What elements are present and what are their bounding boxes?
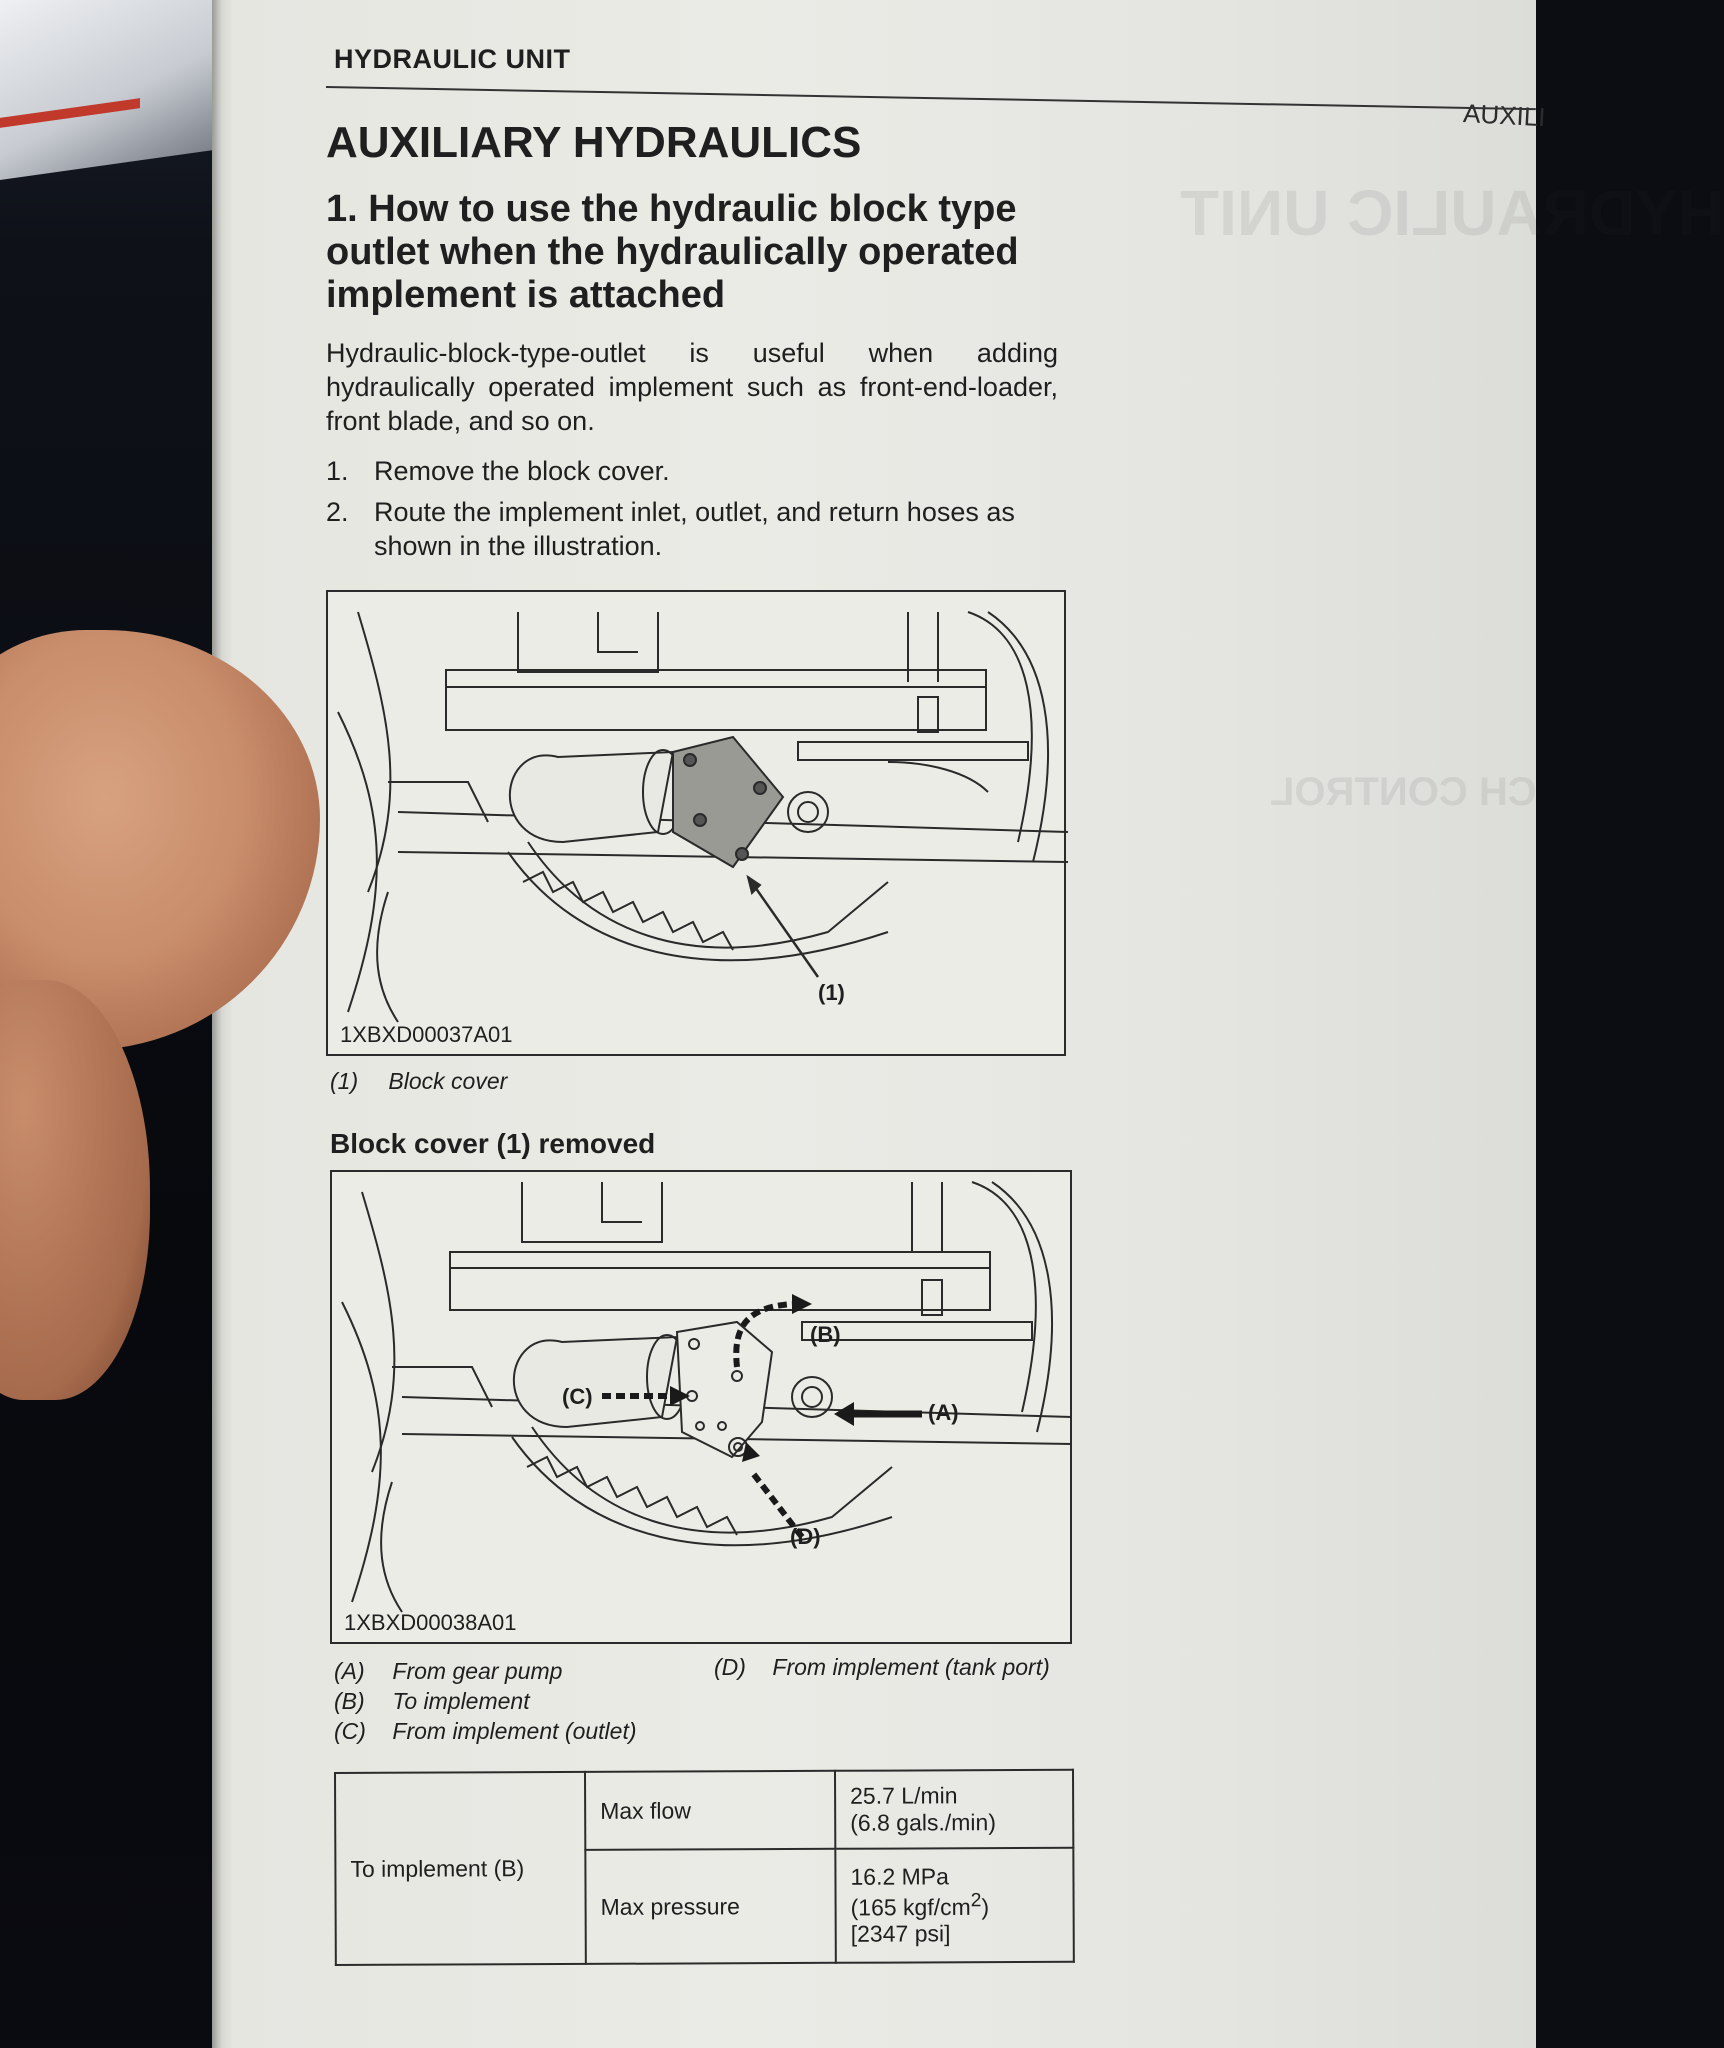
legend-key: (C)	[334, 1718, 366, 1744]
figure-block-cover	[326, 590, 1066, 1056]
block-cover-illustration	[328, 592, 1064, 1054]
legend-text: From gear pump	[392, 1658, 563, 1684]
legend-text: From implement (outlet)	[392, 1718, 637, 1744]
step-text: Route the implement inlet, outlet, and return hoses as shown in the illustration.	[374, 497, 1015, 561]
max-flow-metric: 25.7 L/min	[850, 1782, 958, 1809]
figure-block-removed	[330, 1170, 1072, 1644]
max-pressure-psi: [2347 psi]	[850, 1920, 951, 1948]
caption-text: Block cover	[388, 1068, 508, 1094]
max-pressure-kgf-exponent: 2	[970, 1890, 982, 1912]
callout-1: (1)	[818, 980, 845, 1005]
step-text: Remove the block cover.	[374, 456, 670, 486]
figure-code: 1XBXD00038A01	[344, 1610, 517, 1635]
callout-b: (B)	[810, 1322, 841, 1347]
block-ports-illustration	[332, 1172, 1070, 1642]
table-cell-max-flow-label: Max flow	[585, 1771, 835, 1850]
intro-paragraph: Hydraulic-block-type-outlet is useful when adding hydraulically operated implement such as front-end-loader, front blade, and so on.	[326, 338, 1058, 436]
table-cell-max-flow-value	[835, 1770, 1073, 1849]
step-item	[326, 454, 1062, 488]
figure-code: 1XBXD00037A01	[340, 1022, 513, 1047]
step-number: 1.	[326, 456, 349, 486]
subsection-title: 1. How to use the hydraulic block type outlet when the hydraulically operated implement is attached	[326, 188, 1019, 316]
bleed-through-heading: CH CONTROL	[1270, 770, 1537, 814]
background-sticker	[0, 0, 220, 180]
legend-text: To implement	[392, 1688, 530, 1714]
legend-item	[714, 1654, 1050, 1681]
legend-item	[334, 1658, 562, 1685]
figure2-heading: Block cover (1) removed	[330, 1128, 656, 1159]
callout-c: (C)	[562, 1384, 593, 1409]
bleed-through-title: HYDRAULIC UNIT	[1180, 177, 1724, 249]
max-pressure-kgf-close: )	[981, 1893, 990, 1920]
instruction-steps	[326, 454, 1062, 570]
page-edge	[212, 0, 232, 2048]
step-item	[326, 495, 1062, 563]
legend-item	[334, 1688, 530, 1715]
legend-key: (B)	[334, 1688, 365, 1714]
table-row	[335, 1770, 1073, 1852]
table-cell-max-pressure-value	[835, 1848, 1073, 1963]
step-number: 2.	[326, 497, 349, 527]
max-pressure-kgf	[851, 1890, 1059, 1922]
max-pressure-mpa: 16.2 MPa	[850, 1863, 949, 1890]
legend-item	[334, 1718, 637, 1745]
section-title: AUXILIARY HYDRAULICS	[326, 118, 862, 167]
legend-key: (D)	[714, 1654, 746, 1680]
caption-key: (1)	[330, 1068, 359, 1094]
figure1-caption	[330, 1068, 507, 1095]
legend-key: (A)	[334, 1658, 365, 1684]
running-head: HYDRAULIC UNIT	[334, 44, 571, 74]
spec-table	[334, 1769, 1075, 1966]
legend-text: From implement (tank port)	[772, 1654, 1050, 1680]
callout-d: (D)	[790, 1524, 821, 1549]
max-flow-imperial: (6.8 gals./min)	[850, 1809, 997, 1836]
facing-page-running-head: AUXILI	[1462, 98, 1547, 133]
callout-a: (A)	[928, 1400, 959, 1425]
table-cell-max-pressure-label: Max pressure	[585, 1849, 835, 1964]
max-pressure-kgf-text: (165 kgf/cm	[850, 1893, 971, 1921]
table-cell-row-label: To implement (B)	[335, 1772, 586, 1965]
